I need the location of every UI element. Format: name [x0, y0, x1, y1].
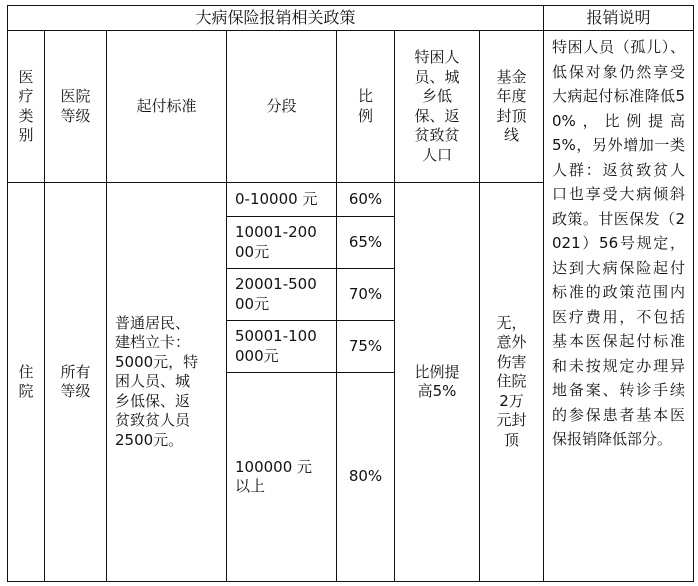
- header-annual-cap: 基金 年度 封顶 线: [479, 30, 544, 183]
- segment-range-3: 20001-500 00元: [226, 268, 337, 321]
- header-threshold: 起付标准: [106, 30, 227, 183]
- segment-range-2: 10001-200 00元: [226, 216, 337, 269]
- header-segment: 分段: [226, 30, 337, 183]
- table-title: 大病保险报销相关政策: [7, 5, 544, 31]
- row-annual-cap: 无， 意外 伤害 住院 2万 元封 顶: [479, 182, 544, 582]
- notes-title: 报销说明: [543, 5, 694, 31]
- segment-range-4: 50001-100 000元: [226, 320, 337, 373]
- row-category: 住 院: [7, 182, 45, 582]
- segment-ratio-4: 75%: [336, 320, 395, 373]
- header-special-groups: 特困人 员、城 乡低 保、返 贫致贫 人口: [394, 30, 480, 183]
- segment-ratio-1: 60%: [336, 182, 395, 217]
- segment-range-5: 100000 元 以上: [226, 372, 337, 582]
- row-special-groups: 比例提 高5%: [394, 182, 480, 582]
- notes-text: 特困人员（孤儿）、低保对象仍然享受大病起付标准降低50%，比例提高5%，另外增加一类人群：返贫致贫人口也享受大病倾斜政策。甘医保发（2021）56号规定，达到大病保险起付标准的政策范围内医疗费用，不包括基本医保起付标准和未按规定办理异地备案、转诊手续的参保患者基本医保报销降低部分。: [543, 30, 694, 582]
- header-level: 医院 等级: [44, 30, 107, 183]
- segment-ratio-3: 70%: [336, 268, 395, 321]
- row-threshold: 普通居民、 建档立卡： 5000元，特 困人员、城 乡低保、返 贫致贫人员 2500元。: [106, 182, 227, 582]
- segment-ratio-2: 65%: [336, 216, 395, 269]
- segment-range-1: 0-10000 元: [226, 182, 337, 217]
- row-level: 所有 等级: [44, 182, 107, 582]
- segment-ratio-5: 80%: [336, 372, 395, 582]
- header-ratio: 比 例: [336, 30, 395, 183]
- header-category: 医 疗 类 别: [7, 30, 45, 183]
